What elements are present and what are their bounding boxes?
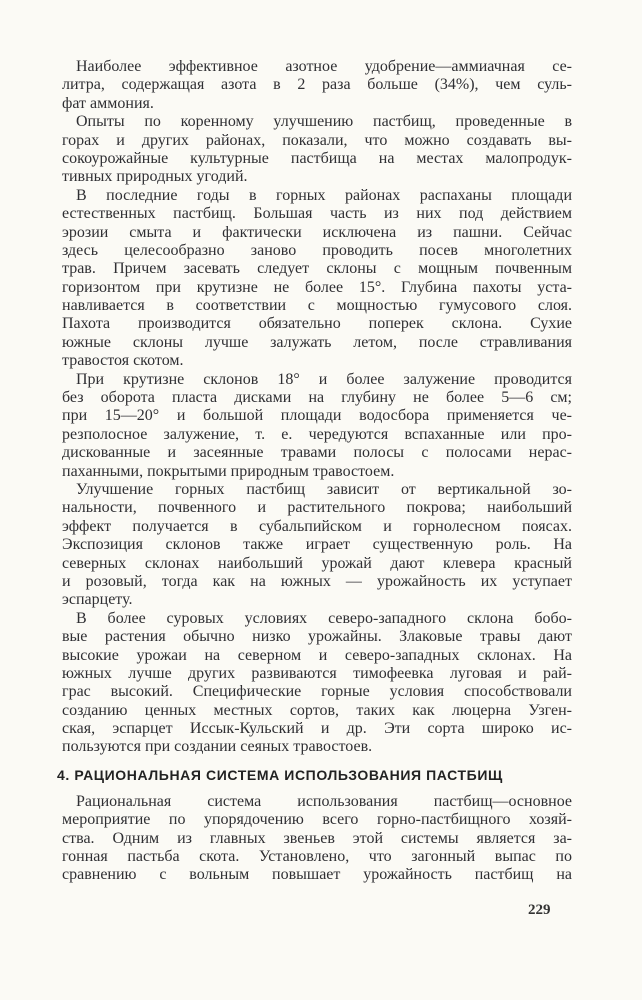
paragraph [62, 793, 572, 885]
text-line: гонная пастьба скота. Установлено, что загонный выпас по [62, 848, 572, 866]
page-body [57, 58, 572, 885]
text-line: Опыты по коренному улучшению пастбищ, проведенные в [76, 113, 572, 131]
text-line: навливается в соответствии с мощностью гумусового слоя. [62, 297, 572, 315]
text-line: сравнению с вольным повышает урожайность пастбищ на [62, 866, 572, 884]
text-line: тивных природных угодий. [62, 168, 248, 186]
text-line: резполосное залужение, т. е. чередуются вспаханные или про- [62, 425, 572, 443]
text-line: при 15—20° и большой площади водосбора применяется че- [62, 407, 572, 425]
text-line: травостоя скотом. [62, 352, 184, 370]
paragraph [62, 610, 572, 757]
paragraph [62, 481, 572, 610]
text-section-before-heading [62, 58, 572, 757]
text-line: фат аммония. [62, 94, 154, 112]
text-line: паханными, покрытыми природным травостоем. [62, 462, 395, 480]
text-line: вые растения обычно низко урожайны. Злаковые травы дают [62, 628, 572, 646]
paragraph [62, 187, 572, 371]
text-line: эрозии смыта и фактически исключена из пашни. Сейчас [62, 223, 572, 241]
text-line: нальности, почвенного и растительного покрова; наибольший [62, 499, 572, 517]
text-line: Наиболее эффективное азотное удобрение—аммиачная се- [76, 58, 572, 75]
text-line: пользуются при создании сеяных травостоев. [62, 738, 373, 756]
text-section-after-heading [62, 793, 572, 885]
text-line: Рациональная система использования пастбищ—основное [76, 792, 572, 810]
text-line: эффект получается в субальпийском и горнолесном поясах. [62, 517, 572, 535]
text-line: В более суровых условиях северо-западного склона бобо- [76, 609, 572, 627]
text-line: дискованные и засеянные травами полосы с полосами нерас- [62, 444, 572, 462]
text-line: южных лучше других развиваются тимофеевка луговая и рай- [62, 664, 572, 682]
text-line: здесь целесообразно заново проводить посев многолетних [62, 241, 572, 259]
section-heading: 4. РАЦИОНАЛЬНАЯ СИСТЕМА ИСПОЛЬЗОВАНИЯ ПАСТБИЩ [57, 766, 503, 783]
text-line: сокоурожайные культурные пастбища на местах малопродук- [62, 149, 572, 167]
text-line: трав. Причем засевать следует склоны с мощным почвенным [62, 260, 572, 278]
text-line: и розовый, тогда как на южных — урожайность их уступает [62, 572, 572, 590]
paragraph [62, 371, 572, 481]
text-line: ства. Одним из главных звеньев этой системы является за- [62, 829, 572, 847]
text-line: высокие урожаи на северном и северо-западных склонах. На [62, 646, 572, 664]
text-line: Улучшение горных пастбищ зависит от вертикальной зо- [76, 480, 572, 498]
text-line: Пахота производится обязательно поперек склона. Сухие [62, 315, 572, 333]
paragraph [62, 113, 572, 187]
text-line: литра, содержащая азота в 2 раза больше (34%), чем суль- [62, 76, 572, 94]
text-line: мероприятие по упорядочению всего горно-пастбищного хозяй- [62, 811, 572, 829]
text-line: горах и других районах, показали, что можно создавать вы- [62, 131, 572, 149]
text-line: естественных пастбищ. Большая часть из них под действием [62, 205, 572, 223]
text-line: При крутизне склонов 18° и более залужение проводится [76, 370, 572, 388]
text-line: эспарцету. [62, 591, 133, 609]
text-line: созданию ценных местных сортов, таких как люцерна Узген- [62, 701, 572, 719]
text-line: горизонтом при крутизне не более 15°. Глубина пахоты уста- [62, 278, 572, 296]
text-line: без оборота пласта дисками на глубину не более 5—6 см; [62, 389, 572, 407]
text-line: ская, эспарцет Иссык-Кульский и др. Эти сорта широко ис- [62, 720, 572, 738]
text-line: В последние годы в горных районах распаханы площади [76, 186, 572, 204]
text-line: грас высокий. Специфические горные условия способствовали [62, 683, 572, 701]
text-line: северных склонах наибольший урожай дают клевера красный [62, 554, 572, 572]
text-line: Экспозиция склонов также играет существенную роль. На [62, 536, 572, 554]
page-number: 229 [528, 902, 551, 918]
paragraph [62, 58, 572, 113]
text-line: южные склоны лучше залужать летом, после стравливания [62, 333, 572, 351]
